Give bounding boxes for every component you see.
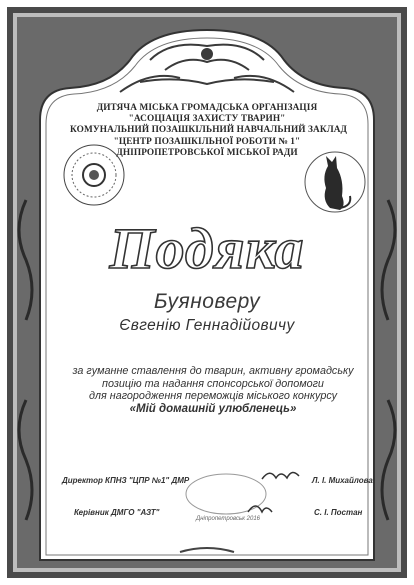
organization-header: [70, 103, 348, 159]
org-line: КОМУНАЛЬНИЙ ПОЗАШКІЛЬНИЙ НАВЧАЛЬНИЙ ЗАКЛАД: [70, 125, 348, 136]
city-year: Дніпропетровськ 2016: [196, 516, 261, 522]
org-line: "ЦЕНТР ПОЗАШКІЛЬНОЇ РОБОТИ № 1": [113, 136, 301, 147]
reason-line: за гуманне ставлення до тварин, активну громадську: [72, 365, 354, 377]
org-line: ДИТЯЧА МІСЬКА ГРОМАДСЬКА ОРГАНІЗАЦІЯ: [96, 103, 318, 113]
director-name: Л. І. Михайлова: [312, 476, 373, 485]
recipient-name: Євгенію Геннадійовичу: [119, 317, 295, 334]
certificate-title: Подяка: [109, 216, 305, 281]
recipient-surname: Буяноверу: [153, 290, 261, 313]
contest-name: «Мій домашній улюбленець»: [129, 402, 297, 415]
head-name: С. І. Постан: [314, 508, 363, 517]
org-line: "АСОЦІАЦІЯ ЗАХИСТУ ТВАРИН": [128, 114, 286, 125]
head-label: Керівник ДМГО "АЗТ": [74, 508, 160, 517]
reason-line: позицію та надання спонсорської допомоги: [102, 377, 324, 390]
director-label: Директор КПНЗ "ЦПР №1" ДМР: [62, 476, 190, 485]
reason-line: для нагородження переможців міського конкурсу: [88, 390, 338, 402]
gratitude-reason: [56, 365, 370, 415]
org-line: ДНІПРОПЕТРОВСЬКОЇ МІСЬКОЇ РАДИ: [116, 147, 298, 158]
